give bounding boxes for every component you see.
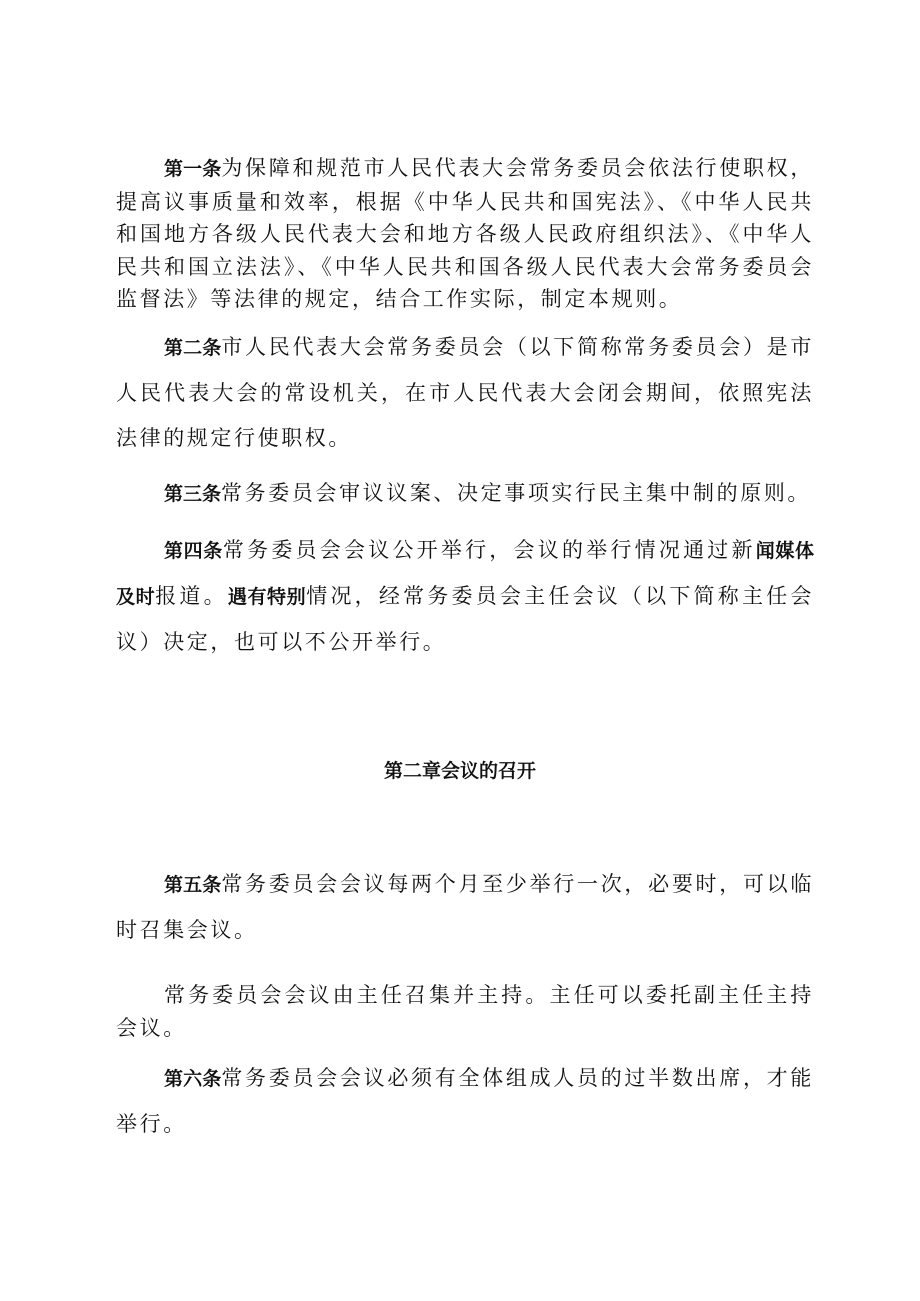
article-2-label: 第二条	[164, 337, 222, 359]
article-1-label: 第一条	[164, 158, 222, 180]
article-5-text: 常务委员会会议每两个月至少举行一次，必要时，可以临时召集会议。	[116, 872, 814, 942]
article-6	[116, 1056, 814, 1147]
article-5	[116, 862, 814, 953]
article-1-text: 为保障和规范市人民代表大会常务委员会依法行使职权，提高议事质量和效率，根据《中华人民共和国宪法》、《中华人民共和国地方各级人民代表大会和地方各级人民政府组织法》、《中华人民共和国立法法》、《中华人民共和国各级人民代表大会常务委员会监督法》等法律的规定，结合工作实际，制定本规则。	[116, 156, 814, 311]
article-5-paragraph-2	[116, 979, 814, 1044]
article-4-text-4: 遇有特别	[227, 586, 307, 608]
article-4-text-5: 情况，经常务委员会主任会议（以下简称主任会议）决定，也可以不公开举行。	[116, 584, 814, 654]
article-4	[116, 528, 814, 665]
article-4-text-1: 常务委员会会议公开举行，会议的举行情况通过新	[222, 538, 756, 562]
chapter-heading: 第二章会议的召开	[383, 760, 536, 782]
article-6-text: 常务委员会会议必须有全体组成人员的过半数出席，才能举行。	[116, 1066, 814, 1136]
article-4-text-3: 报道。	[155, 584, 228, 608]
article-4-label: 第四条	[164, 540, 223, 562]
article-2	[116, 325, 814, 461]
article-4-text-2: 闻媒体及时	[116, 540, 814, 608]
article-3-label: 第三条	[164, 483, 222, 505]
article-6-label: 第六条	[164, 1068, 222, 1090]
article-2-text: 市人民代表大会常务委员会（以下简称常务委员会）是市人民代表大会的常设机关，在市人民代表大会闭会期间，依照宪法法律的规定行使职权。	[116, 335, 814, 450]
article-5-label: 第五条	[164, 874, 222, 896]
article-1	[116, 152, 814, 316]
article-5-paragraph-2-text: 常务委员会会议由主任召集并主持。主任可以委托副主任主持会议。	[116, 983, 814, 1040]
article-3-text: 常务委员会审议议案、决定事项实行民主集中制的原则。	[221, 481, 812, 505]
article-3	[116, 471, 814, 517]
